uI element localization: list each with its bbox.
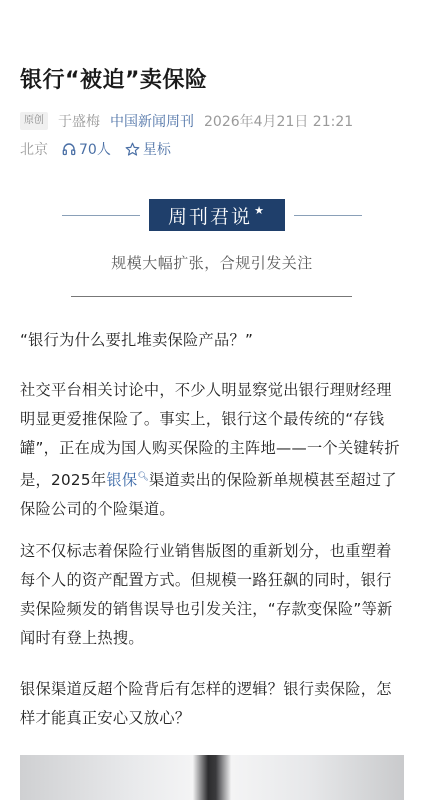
column-banner [149,199,285,231]
headphones-icon [62,142,76,156]
banner-star-icon: ★ [254,203,266,217]
article-meta-secondary [20,138,171,160]
original-badge: 原创 [20,112,48,130]
location-label: 北京 [20,142,48,158]
paragraph-text: 渠道卖出的保险新单规模甚至超过了保险公司的个险渠道。 [20,471,397,519]
article-meta [20,110,410,132]
keyword-search-link[interactable] [106,471,149,489]
search-icon: 🔍︎ [137,472,150,482]
paragraph-analysis: 这不仅标志着保险行业销售版图的重新划分，也重塑着每个人的资产配置方式。但规模一路狂飙的同时，银行卖保险频发的销售误导也引发关注，“存款变保险”等新闻时有登上热搜。 [20,542,393,647]
paragraph-quote: “银行为什么要扎堆卖保险产品？” [20,331,254,349]
banner-text: 周刊君说 [168,205,253,228]
listen-button[interactable] [62,139,111,159]
article-title: 银行“被迫”卖保险 [20,68,208,93]
keyword-text: 银保 [106,471,138,490]
account-link[interactable]: 中国新闻周刊 [110,114,194,130]
star-button[interactable] [125,139,171,159]
divider [71,296,352,297]
star-label: 星标 [142,142,171,158]
banner-line-left [62,215,140,216]
paragraph-intro [20,376,406,524]
author-name: 于盛梅 [58,114,100,130]
star-outline-icon [125,142,140,157]
paragraph-questions: 银保渠道反超个险背后有怎样的逻辑？银行卖保险，怎样才能真正安心又放心？ [20,680,392,727]
listeners-count: 70人 [79,142,111,158]
article-image[interactable] [20,755,404,800]
banner-line-right [294,215,362,216]
publish-datetime: 2026年4月21日 21:21 [204,114,354,130]
banner-subtitle: 规模大幅扩张，合规引发关注 [111,254,313,272]
paragraph-text: 社交平台相关讨论中，不少人明显察觉出银行理财经理明显更爱推保险了。事实上，银行这个最传统的“存钱罐”，正在成为国人购买保险的主阵地——一个关键转折是，2025年 [20,381,400,490]
